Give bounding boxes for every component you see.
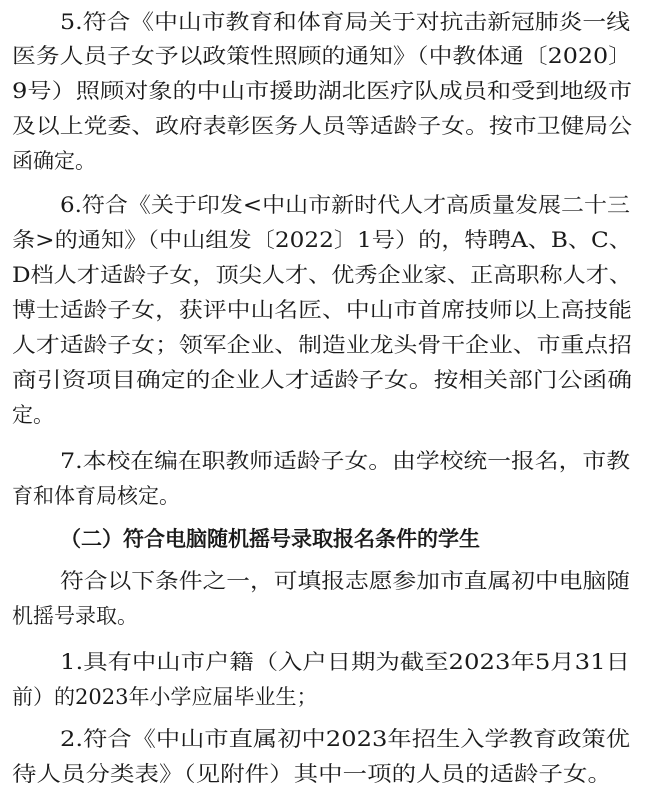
text-line bbox=[0, 563, 645, 599]
text-line bbox=[0, 222, 645, 258]
text-line bbox=[0, 4, 645, 40]
text-line-content: 符合以下条件之一，可填报志愿参加市直属初中电脑随 bbox=[60, 569, 630, 593]
text-line-content: 商引资项目确定的企业人才适龄子女。按相关部门公函确 bbox=[12, 368, 632, 392]
text-line bbox=[0, 478, 645, 514]
text-line-content: 6.符合《关于印发<中山市新时代人才高质量发展二十三 bbox=[60, 193, 630, 217]
text-line bbox=[0, 362, 645, 398]
text-line-content: D档人才适龄子女，顶尖人才、优秀企业家、正高职称人才、 bbox=[12, 263, 632, 287]
text-line bbox=[0, 443, 645, 479]
text-line bbox=[0, 73, 645, 109]
text-line-content: 2.符合《中山市直属初中2023年招生入学教育政策优 bbox=[60, 727, 630, 751]
text-line-content: 待人员分类表》（见附件）其中一项的人员的适龄子女。 bbox=[12, 762, 612, 786]
text-line-content: 机摇号录取。 bbox=[12, 604, 138, 628]
text-line-content: 7.本校在编在职教师适龄子女。由学校统一报名，市教 bbox=[60, 449, 630, 473]
text-line-content: 育和体育局核定。 bbox=[12, 484, 180, 508]
text-line-content: 医务人员子女予以政策性照顾的通知》（中教体通〔2020〕 bbox=[12, 44, 632, 68]
text-line bbox=[0, 38, 645, 74]
section-heading bbox=[0, 521, 645, 557]
text-line bbox=[0, 644, 645, 680]
text-line-content: 1.具有中山市户籍（入户日期为截至2023年5月31日 bbox=[60, 650, 630, 674]
text-line-content: 9号）照顾对象的中山市援助湖北医疗队成员和受到地级市 bbox=[12, 79, 632, 103]
text-line bbox=[0, 721, 645, 757]
text-line bbox=[0, 679, 645, 715]
text-line-content: 函确定。 bbox=[12, 149, 96, 173]
text-line-content: 人才适龄子女；领军企业、制造业龙头骨干企业、市重点招 bbox=[12, 333, 632, 357]
text-line-content: 博士适龄子女，获评中山名匠、中山市首席技师以上高技能 bbox=[12, 298, 632, 322]
text-line bbox=[0, 108, 645, 144]
text-line bbox=[0, 292, 645, 328]
section-heading-text: （二）符合电脑随机摇号录取报名条件的学生 bbox=[60, 526, 480, 551]
text-line-content: 条>的通知》（中山组发〔2022〕1号）的，特聘A、B、C、 bbox=[12, 228, 632, 252]
text-line bbox=[0, 257, 645, 293]
text-line-content: 定。 bbox=[12, 403, 54, 427]
text-line-content: 5.符合《中山市教育和体育局关于对抗击新冠肺炎一线 bbox=[60, 10, 630, 34]
text-line bbox=[0, 187, 645, 223]
text-line bbox=[0, 756, 645, 792]
text-line bbox=[0, 327, 645, 363]
text-line bbox=[0, 598, 645, 634]
text-line bbox=[0, 143, 645, 179]
text-line-content: 及以上党委、政府表彰医务人员等适龄子女。按市卫健局公 bbox=[12, 114, 632, 138]
text-line bbox=[0, 397, 645, 433]
text-line-content: 前）的2023年小学应届毕业生； bbox=[12, 685, 318, 709]
